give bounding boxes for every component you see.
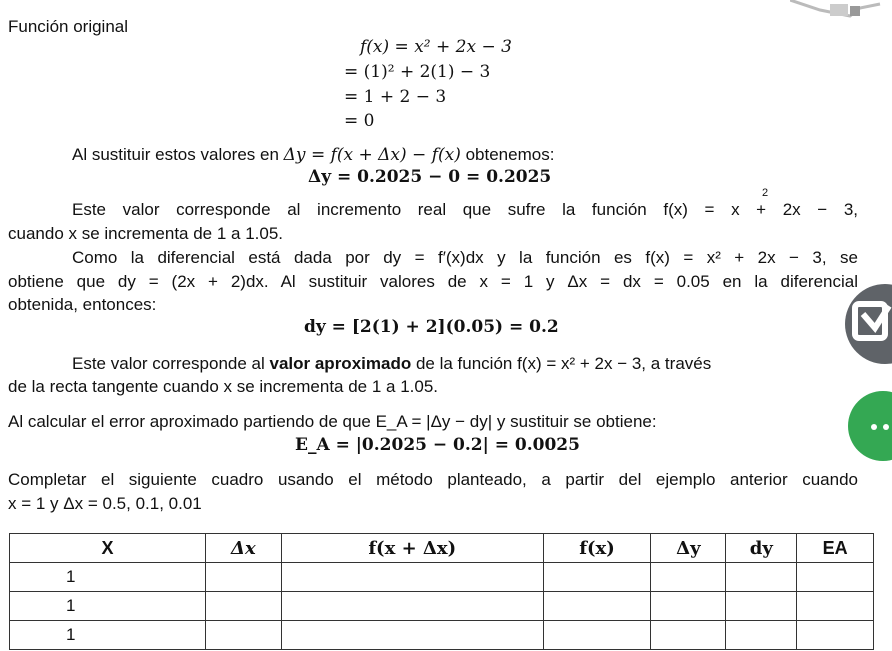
- table-row: [10, 621, 874, 650]
- table-header-dy: dy: [726, 534, 797, 563]
- paragraph-approx-post: de la función f(x) = x² + 2x − 3, a través: [411, 354, 712, 373]
- table-cell-delta-x[interactable]: [205, 563, 281, 592]
- table-cell-delta-x[interactable]: [205, 592, 281, 621]
- delta-y-result: Δy = 0.2025 − 0 = 0.2025: [308, 167, 552, 187]
- table-header-delta-x: Δx: [205, 534, 281, 563]
- table-cell-delta-x[interactable]: [205, 621, 281, 650]
- paragraph-approx-bold: valor aproximado: [269, 354, 412, 373]
- table-header-delta-y: Δy: [651, 534, 726, 563]
- equation-line-3: = 1 + 2 − 3: [344, 87, 447, 107]
- dy-result: dy = [2(1) + 2](0.05) = 0.2: [304, 317, 559, 337]
- table-cell-delta-y[interactable]: [651, 621, 726, 650]
- table-cell-delta-y[interactable]: [651, 592, 726, 621]
- paragraph-differential-line2: obtiene que dy = (2x + 2)dx. Al sustituir valores de x = 1 y Δx = dx = 0.05 en la diferencial: [8, 272, 858, 291]
- table-cell-ea[interactable]: [797, 621, 874, 650]
- table-cell-x: 1: [10, 592, 206, 621]
- table-cell-x: 1: [10, 563, 206, 592]
- paragraph-instructions-line2: x = 1 y Δx = 0.5, 0.1, 0.01: [8, 494, 202, 513]
- paragraph-approx-line2: de la recta tangente cuando x se incrementa de 1 a 1.05.: [8, 377, 439, 396]
- chat-dots-icon: [848, 391, 892, 461]
- paragraph-approx-pre: Este valor corresponde al: [72, 354, 270, 373]
- results-table: [9, 533, 874, 650]
- paragraph-substitution: [72, 145, 554, 165]
- paragraph-error: Al calcular el error aproximado partiendo de que E_A = |Δy − dy| y sustituir se obtiene:: [8, 412, 657, 431]
- equation-line-2: = (1)² + 2(1) − 3: [344, 62, 491, 82]
- table-header-ea: EA: [797, 534, 874, 563]
- paragraph-instructions-line1: Completar el siguiente cuadro usando el método planteado, a partir del ejemplo anterior cuando: [8, 470, 858, 489]
- paragraph-real-increment-line1: Este valor corresponde al incremento real que sufre la función f(x) = x + 2x − 3,: [72, 200, 858, 219]
- table-cell-f-x[interactable]: [543, 592, 651, 621]
- error-result: E_A = |0.2025 − 0.2| = 0.0025: [295, 435, 580, 455]
- paragraph-differential-line3: obtenida, entonces:: [8, 295, 157, 314]
- table-cell-f-x-plus-delta[interactable]: [281, 621, 543, 650]
- paragraph-real-increment-line2: cuando x se incrementa de 1 a 1.05.: [8, 224, 284, 243]
- paragraph-approx-line1: [72, 354, 711, 374]
- table-cell-f-x[interactable]: [543, 621, 651, 650]
- edit-floating-button[interactable]: [845, 284, 892, 364]
- equation-line-1: f(x) = x² + 2x − 3: [360, 37, 512, 57]
- table-cell-f-x-plus-delta[interactable]: [281, 563, 543, 592]
- table-cell-ea[interactable]: [797, 592, 874, 621]
- table-cell-f-x-plus-delta[interactable]: [281, 592, 543, 621]
- table-cell-dy[interactable]: [726, 592, 797, 621]
- delta-y-definition: Δy = f(x + Δx) − f(x): [283, 145, 461, 165]
- table-row: [10, 563, 874, 592]
- chat-floating-button[interactable]: [848, 391, 892, 461]
- exponent-label: 2: [762, 187, 769, 199]
- equation-line-4: = 0: [344, 111, 375, 131]
- table-cell-dy[interactable]: [726, 621, 797, 650]
- paragraph-substitution-text: Al sustituir estos valores en: [72, 145, 279, 164]
- edit-icon: [845, 284, 892, 364]
- section-heading: Función original: [8, 17, 129, 36]
- table-row: [10, 592, 874, 621]
- table-header-row: [10, 534, 874, 563]
- table-header-f-x-plus-delta: f(x + Δx): [281, 534, 543, 563]
- table-header-f-x: f(x): [543, 534, 651, 563]
- paragraph-differential-line1: Como la diferencial está dada por dy = f′(x)dx y la función es f(x) = x² + 2x − 3, se: [72, 248, 858, 267]
- table-cell-delta-y[interactable]: [651, 563, 726, 592]
- table-header-x: X: [10, 534, 206, 563]
- table-cell-dy[interactable]: [726, 563, 797, 592]
- corner-decoration-icon: [790, 0, 892, 20]
- table-cell-f-x[interactable]: [543, 563, 651, 592]
- table-cell-ea[interactable]: [797, 563, 874, 592]
- table-cell-x: 1: [10, 621, 206, 650]
- paragraph-substitution-tail: obtenemos:: [465, 145, 555, 164]
